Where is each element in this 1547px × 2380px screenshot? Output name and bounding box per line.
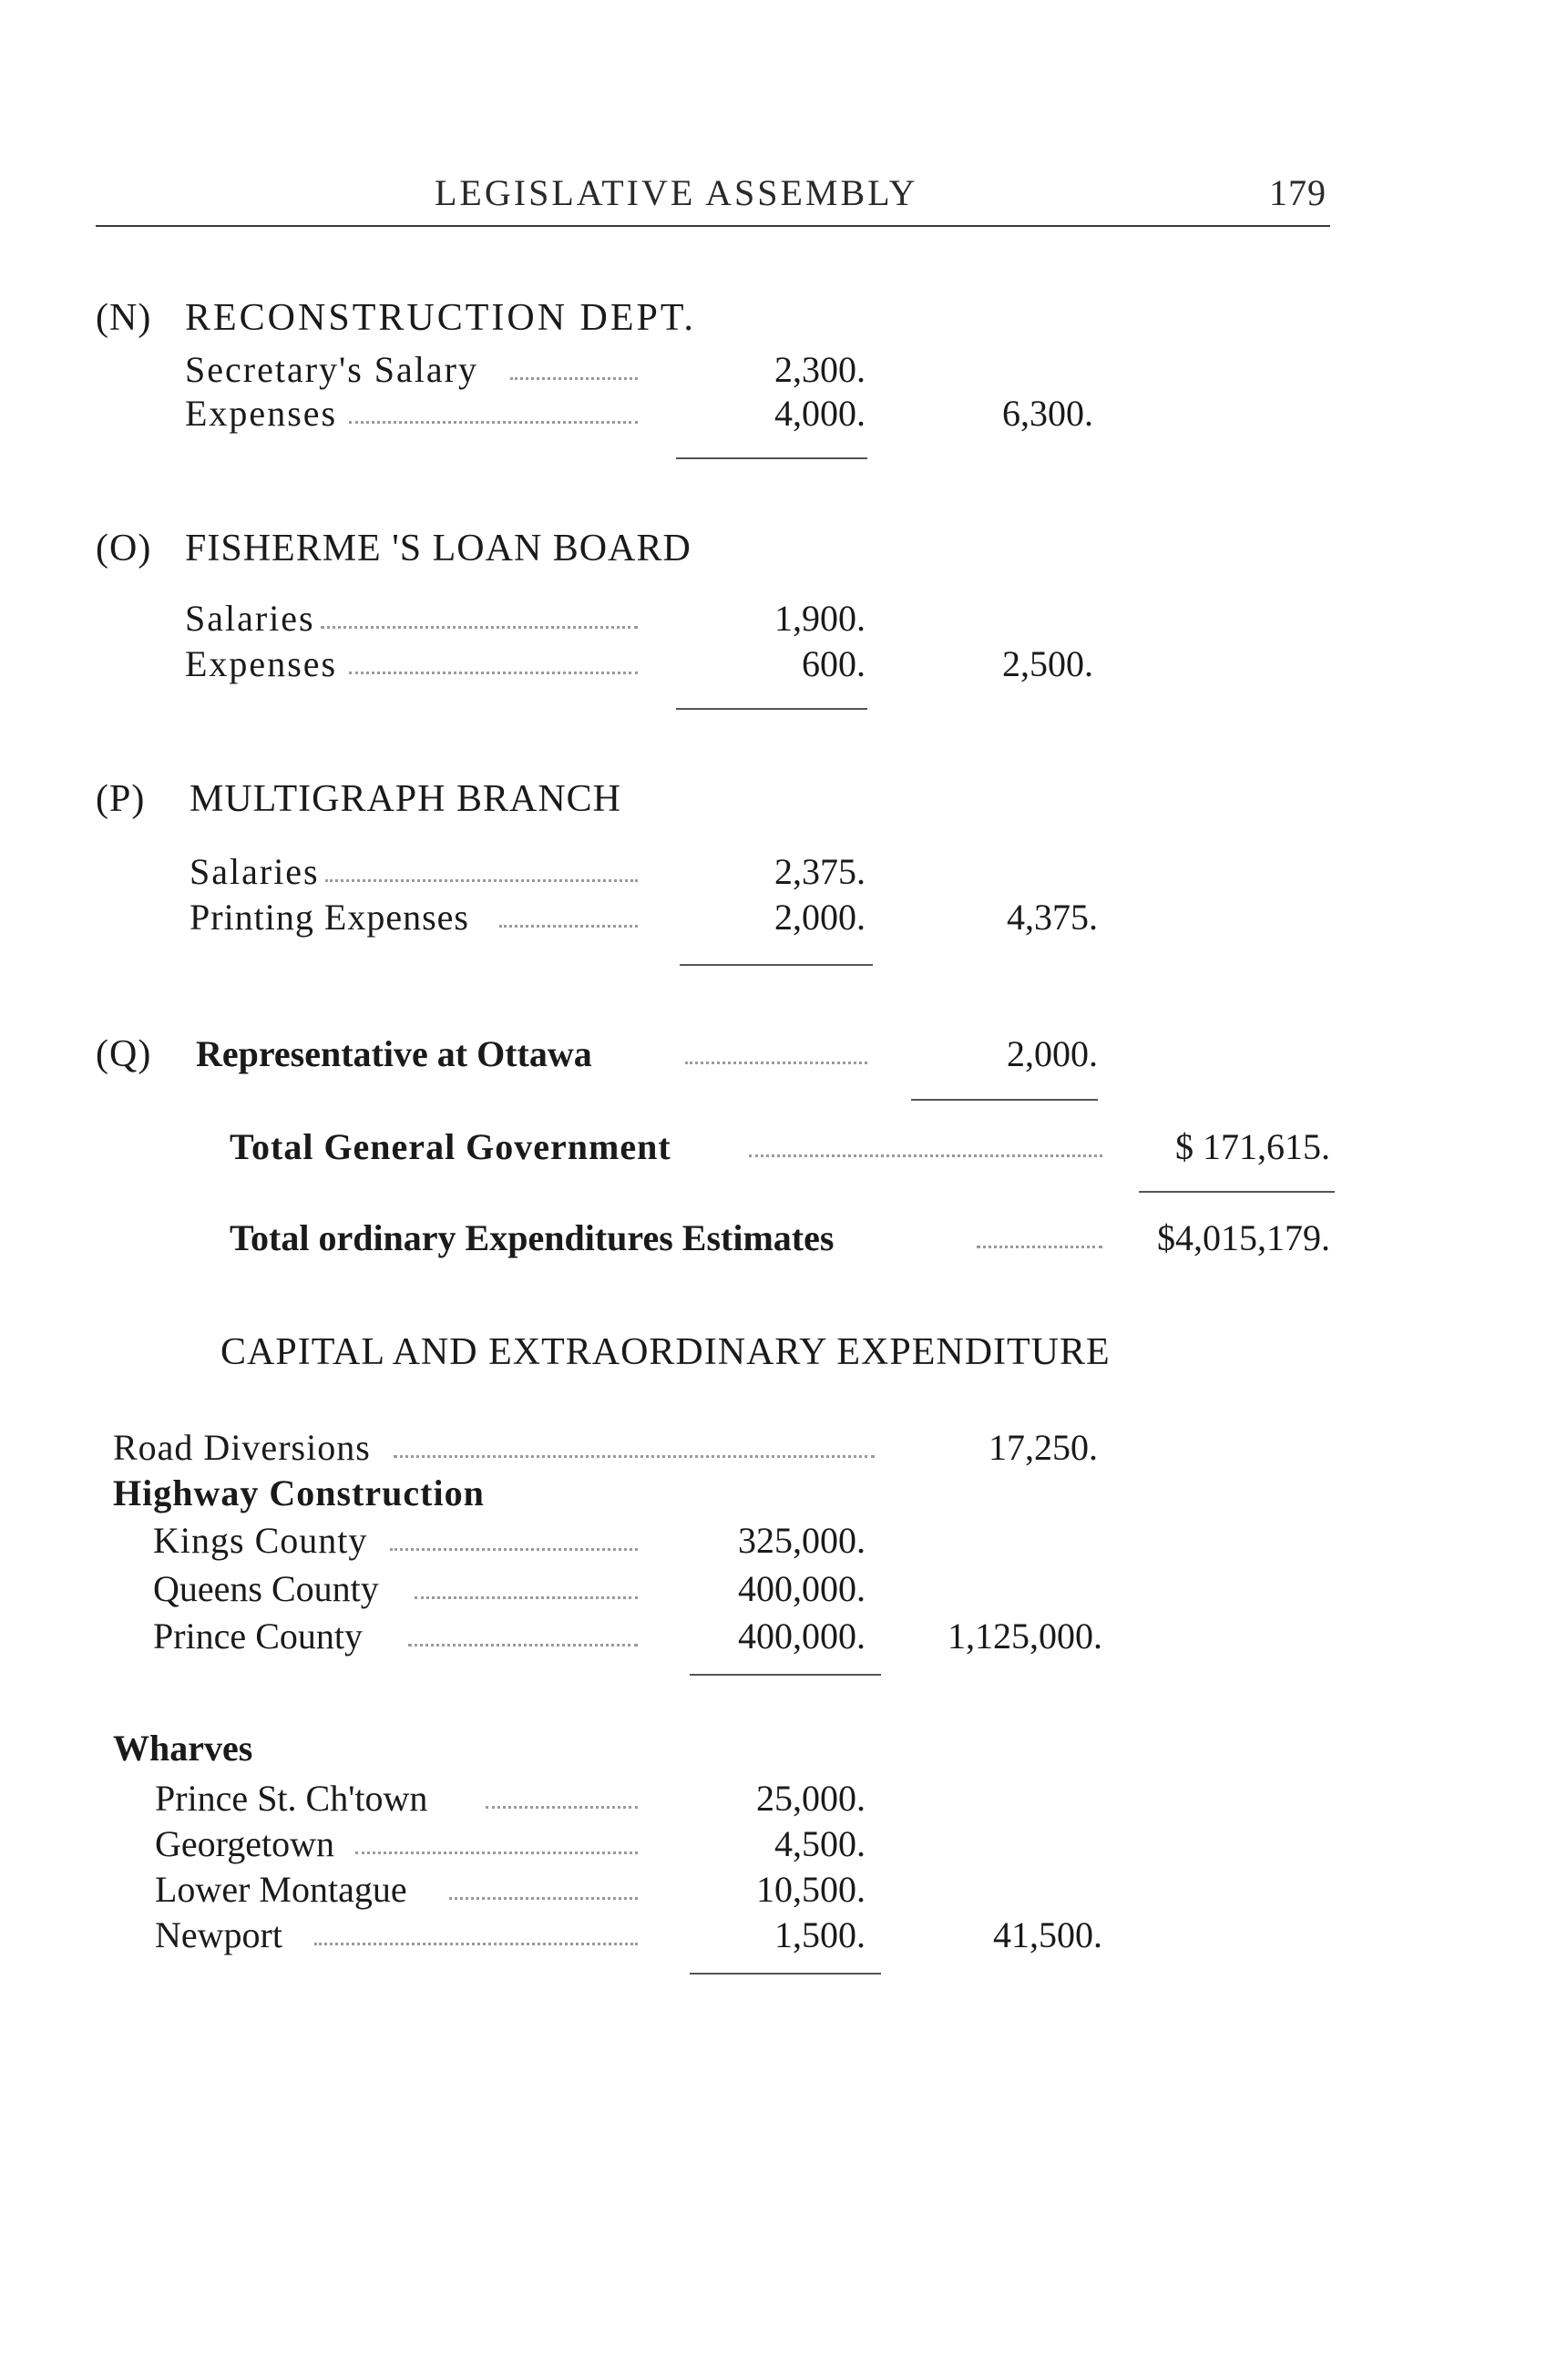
- section-n-item-1: Secretary's Salary: [185, 349, 478, 390]
- section-p-item-2: Printing Expenses: [190, 897, 469, 938]
- section-n-amount-2: 4,000.: [774, 393, 866, 434]
- highway-item-3: Prince County: [153, 1616, 363, 1657]
- wharves-total: 41,500.: [993, 1914, 1102, 1955]
- total-ordinary-label: Total ordinary Expenditures Estimates: [230, 1217, 835, 1258]
- section-p-amount-2: 2,000.: [774, 897, 866, 938]
- leader-dots: [325, 879, 638, 882]
- subtotal-rule: [676, 708, 867, 710]
- leader-dots: [321, 626, 638, 629]
- leader-dots: [394, 1455, 875, 1458]
- road-diversions-total: 17,250.: [989, 1427, 1098, 1468]
- wharves-item-4: Newport: [155, 1914, 282, 1955]
- page-header-title: LEGISLATIVE ASSEMBLY: [435, 172, 918, 213]
- leader-dots: [415, 1596, 638, 1599]
- subtotal-rule: [690, 1674, 881, 1676]
- leader-dots: [390, 1548, 638, 1551]
- section-q-total: 2,000.: [1007, 1033, 1098, 1074]
- section-o-title: FISHERME 'S LOAN BOARD: [185, 528, 692, 569]
- highway-amount-3: 400,000.: [738, 1616, 866, 1657]
- highway-amount-1: 325,000.: [738, 1520, 866, 1561]
- wharves-amount-2: 4,500.: [774, 1823, 866, 1864]
- section-o-label: (O): [96, 528, 152, 569]
- leader-dots: [449, 1897, 638, 1900]
- subtotal-rule: [680, 964, 873, 966]
- section-p-item-1: Salaries: [190, 851, 320, 892]
- section-o-amount-2: 600.: [802, 643, 866, 684]
- highway-amount-2: 400,000.: [738, 1568, 866, 1609]
- section-n-total: 6,300.: [1002, 393, 1093, 434]
- leader-dots: [349, 421, 638, 424]
- wharves-item-3: Lower Montague: [155, 1869, 407, 1910]
- highway-construction-title: Highway Construction: [113, 1472, 485, 1513]
- leader-dots: [486, 1806, 638, 1809]
- total-ordinary-value: $4,015,179.: [1157, 1217, 1330, 1258]
- section-q-label: (Q): [96, 1033, 152, 1075]
- road-diversions-label: Road Diversions: [113, 1427, 371, 1468]
- section-n-label: (N): [96, 297, 152, 339]
- highway-item-1: Kings County: [153, 1520, 368, 1561]
- section-o-item-2: Expenses: [185, 643, 338, 684]
- wharves-amount-3: 10,500.: [756, 1869, 866, 1910]
- section-p-amount-1: 2,375.: [774, 851, 866, 892]
- leader-dots: [749, 1154, 1102, 1157]
- section-p-label: (P): [96, 778, 146, 820]
- leader-dots: [349, 672, 638, 674]
- leader-dots: [977, 1246, 1102, 1248]
- wharves-item-1: Prince St. Ch'town: [155, 1778, 428, 1819]
- highway-total: 1,125,000.: [948, 1616, 1102, 1657]
- wharves-amount-4: 1,500.: [774, 1914, 866, 1955]
- leader-dots: [355, 1852, 638, 1854]
- section-n-title: RECONSTRUCTION DEPT.: [185, 297, 696, 339]
- subtotal-rule: [690, 1973, 881, 1975]
- section-o-item-1: Salaries: [185, 598, 315, 639]
- leader-dots: [314, 1943, 638, 1945]
- leader-dots: [499, 925, 638, 928]
- header-rule: [96, 225, 1330, 227]
- section-p-total: 4,375.: [1007, 897, 1098, 938]
- highway-item-2: Queens County: [153, 1568, 379, 1609]
- subtotal-rule: [676, 457, 867, 459]
- section-o-amount-1: 1,900.: [774, 598, 866, 639]
- wharves-item-2: Georgetown: [155, 1823, 334, 1864]
- leader-dots: [685, 1062, 867, 1064]
- page-number: 179: [1269, 172, 1327, 213]
- leader-dots: [510, 377, 638, 380]
- total-general-government-value: $ 171,615.: [1175, 1126, 1330, 1167]
- wharves-title: Wharves: [113, 1728, 253, 1769]
- capital-heading: CAPITAL AND EXTRAORDINARY EXPENDITURE: [220, 1331, 1111, 1373]
- section-o-total: 2,500.: [1002, 643, 1093, 684]
- total-rule: [1139, 1191, 1335, 1193]
- total-general-government-label: Total General Government: [230, 1126, 671, 1167]
- section-p-title: MULTIGRAPH BRANCH: [190, 778, 622, 820]
- section-n-amount-1: 2,300.: [774, 349, 866, 390]
- wharves-amount-1: 25,000.: [756, 1778, 866, 1819]
- leader-dots: [408, 1644, 638, 1647]
- section-q-title: Representative at Ottawa: [196, 1033, 592, 1074]
- subtotal-rule: [911, 1099, 1098, 1101]
- section-n-item-2: Expenses: [185, 393, 338, 434]
